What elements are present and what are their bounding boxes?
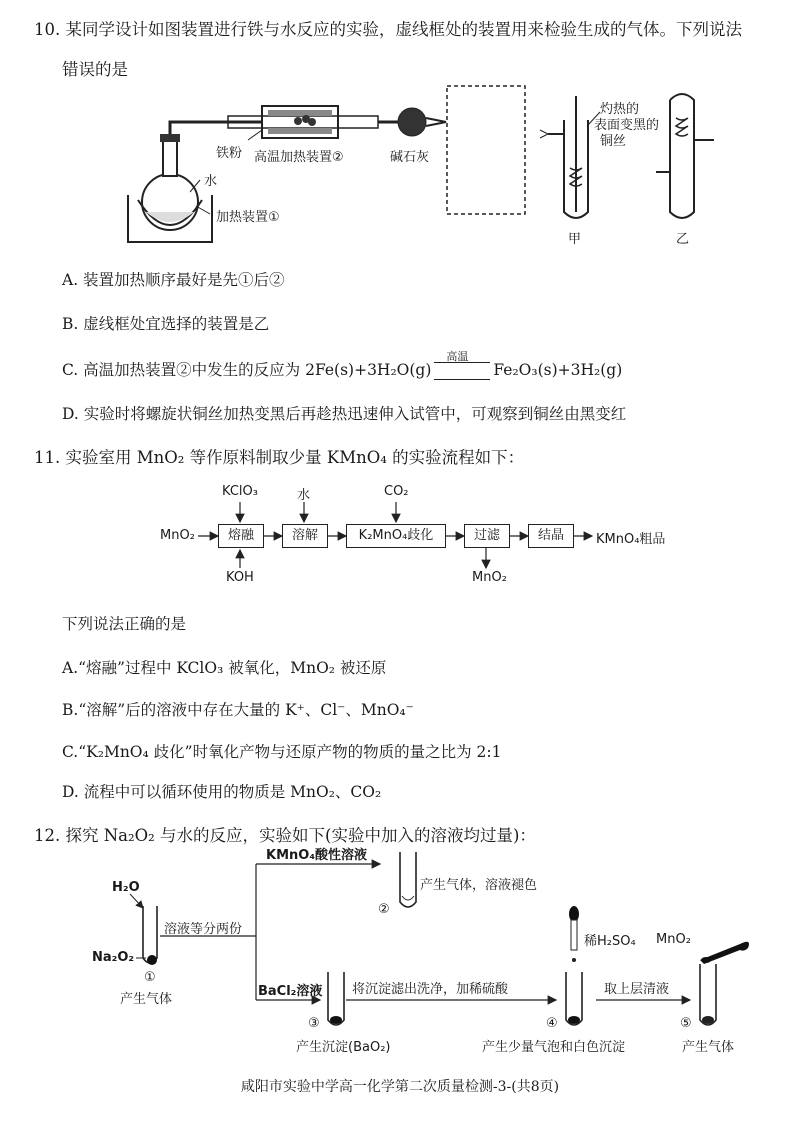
- q11-flow-koh: KOH: [226, 570, 254, 585]
- q12-tube-3: ③: [308, 1016, 320, 1031]
- q10-stem-line2: 错误的是: [62, 60, 128, 79]
- q12-label-na2o2: Na₂O₂: [92, 950, 135, 965]
- q10-label-copper-1: 灼热的: [600, 102, 640, 117]
- q11-flow-product: KMnO₄粗品: [596, 532, 666, 547]
- q10-label-copper-2: 表面变黑的: [594, 118, 660, 133]
- q11-option-d: D. 流程中可以循环使用的物质是 MnO₂、CO₂: [62, 783, 382, 801]
- q10-option-a: A. 装置加热顺序最好是先①后②: [62, 271, 285, 289]
- q12-label-h2o: H₂O: [112, 880, 140, 895]
- q10-option-d: D. 实验时将螺旋状铜丝加热变黑后再趁热迅速伸入试管中，可观察到铜丝由黑变红: [62, 405, 627, 423]
- q12-tube-4-obs: 产生少量气泡和白色沉淀: [482, 1040, 626, 1055]
- q12-label-h2so4: 稀H₂SO₄: [584, 934, 636, 949]
- q12-stem: 12. 探究 Na₂O₂ 与水的反应，实验如下(实验中加入的溶液均过量)：: [34, 826, 536, 845]
- q12-tube-2-obs: 产生气体，溶液褪色: [420, 878, 538, 893]
- q11-option-c: C.“K₂MnO₄ 歧化”时氧化产物与还原产物的物质的量之比为 2:1: [62, 743, 502, 761]
- q12-tube-4: ④: [546, 1016, 558, 1031]
- q11-step-crystallize: 结晶: [528, 524, 574, 548]
- q10-label-iron: 铁粉: [216, 146, 243, 161]
- q12-tube-5-obs: 产生气体: [682, 1040, 735, 1055]
- q10-label-heater2: 高温加热装置②: [254, 150, 344, 165]
- q10-label-yi: 乙: [676, 232, 690, 247]
- q11-flow-co2: CO₂: [384, 484, 409, 499]
- q10-label-heater1: 加热装置①: [216, 210, 280, 225]
- q11-prompt: 下列说法正确的是: [62, 615, 187, 633]
- q11-flow-water: 水: [297, 488, 311, 503]
- q12-label-take: 取上层清液: [604, 982, 670, 997]
- q12-label-kmno4: KMnO₄酸性溶液: [266, 848, 368, 863]
- q11-option-a: A.“熔融”过程中 KClO₃ 被氧化，MnO₂ 被还原: [62, 659, 387, 677]
- q12-tube-2: ②: [378, 902, 390, 917]
- q11-flow-start: MnO₂: [160, 528, 195, 543]
- q11-step-dissolve: 溶解: [282, 524, 328, 548]
- q10-option-c-products: Fe₂O₃(s)+3H₂(g): [493, 361, 623, 379]
- q12-tube-1: ①: [144, 970, 156, 985]
- q10-label-copper-3: 铜丝: [600, 134, 627, 149]
- q11-step-melt: 熔融: [218, 524, 264, 548]
- q11-flow-kclo3: KClO₃: [222, 484, 258, 499]
- q12-tube-5: ⑤: [680, 1016, 692, 1031]
- q12-label-split: 溶液等分两份: [164, 922, 243, 937]
- q10-option-b: B. 虚线框处宜选择的装置是乙: [62, 315, 270, 333]
- q12-label-bacl2: BaCl₂溶液: [258, 984, 323, 999]
- q11-step-filter: 过滤: [464, 524, 510, 548]
- q10-label-jia: 甲: [568, 232, 582, 247]
- q11-stem: 11. 实验室用 MnO₂ 等作原料制取少量 KMnO₄ 的实验流程如下：: [34, 448, 525, 467]
- q10-stem-line1: 10. 某同学设计如图装置进行铁与水反应的实验，虚线框处的装置用来检验生成的气体。下列说法: [34, 20, 742, 39]
- q12-label-wash: 将沉淀滤出洗净，加稀硫酸: [352, 982, 509, 997]
- page-footer: 咸阳市实验中学高一化学第二次质量检测-3-(共8页): [240, 1079, 560, 1095]
- q12-tube-3-obs: 产生沉淀(BaO₂): [296, 1040, 391, 1055]
- q10-option-c-condition: 高温: [446, 350, 469, 363]
- q10-label-water: 水: [204, 174, 218, 189]
- q11-option-b: B.“溶解”后的溶液中存在大量的 K⁺、Cl⁻、MnO₄⁻: [62, 701, 414, 719]
- q11-step-disproportionate: K₂MnO₄歧化: [346, 524, 446, 548]
- q10-option-c-reactants: C. 高温加热装置②中发生的反应为 2Fe(s)+3H₂O(g): [62, 361, 432, 379]
- q12-tube-1-obs: 产生气体: [120, 992, 173, 1007]
- q12-label-mno2: MnO₂: [656, 932, 691, 947]
- q10-label-sodalime: 碱石灰: [390, 150, 430, 165]
- q11-flow-byproduct: MnO₂: [472, 570, 507, 585]
